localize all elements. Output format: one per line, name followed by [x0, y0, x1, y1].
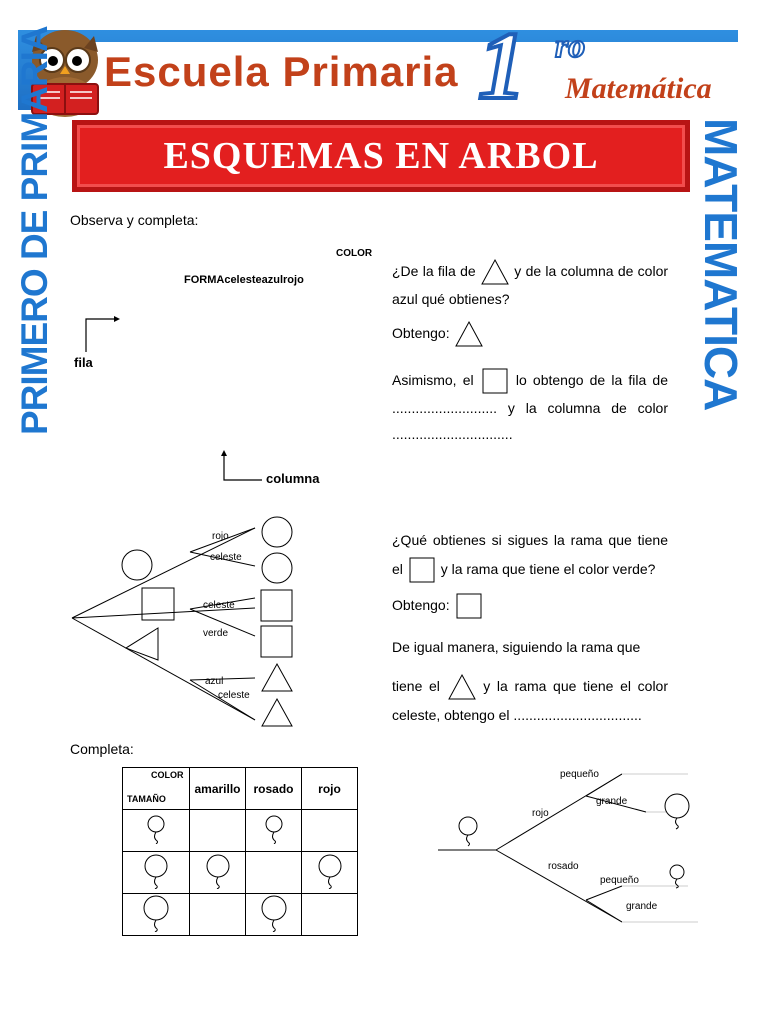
large-balloon-icon [315, 853, 345, 889]
question-2 [392, 367, 668, 447]
leaf-label-pequeno: pequeño [600, 875, 639, 886]
square-icon [454, 592, 484, 620]
circle-shape [262, 553, 292, 583]
obtengo-1 [392, 320, 484, 348]
branch-label-celeste: celeste [218, 690, 250, 701]
obtengo-1-label: Obtengo: [392, 325, 450, 341]
subject-name: Matemática [565, 72, 712, 105]
column-header-rosado: rosado [246, 768, 302, 810]
question-1 [392, 258, 668, 312]
small-balloon-icon [144, 814, 168, 844]
triangle-icon [480, 258, 510, 286]
side-label-right [695, 118, 756, 428]
table-row [123, 852, 358, 894]
table-row [123, 894, 358, 936]
table-cell [246, 894, 302, 936]
leaf-label-grande: grande [626, 901, 658, 912]
q2-text-a: Asimismo, el [392, 372, 474, 388]
title-box [72, 120, 690, 192]
obtengo-2-label: Obtengo: [392, 597, 450, 613]
balloon-shape [665, 794, 689, 818]
table-cell[interactable] [190, 810, 246, 852]
q3-text-b: y la rama que tiene el color verde? [440, 561, 656, 577]
column-header-amarillo: amarillo [190, 768, 246, 810]
square-icon [480, 367, 510, 395]
color-label: COLOR [336, 248, 373, 259]
branch-line [586, 886, 622, 900]
large-balloon-icon [203, 853, 233, 889]
question-3 [392, 526, 668, 584]
table-cell[interactable] [302, 810, 358, 852]
balloon-shape [670, 865, 684, 879]
table-header-row: FORMAcelesteazulrojo [184, 274, 304, 286]
q3-text-a: ¿Qué obtienes si sigues la rama que tiene el [392, 532, 668, 577]
table-cell [190, 852, 246, 894]
obtengo-2 [392, 592, 484, 620]
balloon-shape [459, 817, 477, 835]
triangle-shape [262, 664, 292, 691]
balloon-string [676, 879, 679, 888]
table-row [123, 768, 358, 810]
table-cell [302, 852, 358, 894]
side-label-left-text: PRIMERO DE PRIMARIA [14, 26, 55, 435]
table-cell [123, 810, 190, 852]
completion-table [122, 767, 358, 936]
q1-text-b: y de la columna de color azul qué obtienes? [392, 263, 669, 308]
branch-label-azul: azul [205, 676, 224, 687]
leaf-label-pequeno: pequeño [560, 769, 599, 780]
circle-shape [262, 517, 292, 547]
balloon-tree [436, 762, 700, 928]
square-shape [142, 588, 174, 620]
fila-arrow-icon [80, 312, 120, 356]
corner-color-label: COLOR [151, 770, 184, 780]
table-cell [246, 810, 302, 852]
square-icon [407, 556, 437, 584]
branch-label-celeste: celeste [203, 600, 235, 611]
columna-label: columna [266, 471, 320, 486]
triangle-icon [447, 673, 477, 701]
branch-label-rosado: rosado [548, 861, 579, 872]
table-cell[interactable] [302, 894, 358, 936]
table-cell[interactable] [246, 852, 302, 894]
leaf-label-grande: grande [596, 796, 628, 807]
branch-label-celeste: celeste [210, 552, 242, 563]
table-corner [123, 768, 190, 810]
table-cell [123, 894, 190, 936]
grade-suffix: ro [555, 28, 586, 65]
balloon-string [467, 835, 470, 846]
school-name: Escuela Primaria [104, 48, 459, 95]
question-4-line1: De igual manera, siguiendo la rama que [392, 639, 641, 655]
large-balloon-icon [259, 894, 289, 932]
large-balloon-icon [141, 894, 171, 932]
instruction-observa: Observa y completa: [70, 212, 199, 228]
triangle-icon [454, 320, 484, 348]
fila-label: fila [74, 355, 93, 370]
table-cell[interactable] [190, 894, 246, 936]
q4-text-a: tiene el [392, 678, 440, 694]
columna-arrow-icon [216, 450, 266, 484]
shape-color-tree [60, 510, 380, 740]
small-balloon-icon [262, 814, 286, 844]
question-4 [392, 672, 668, 729]
side-label-right-text: MATEMATICA [695, 118, 747, 411]
q4-text-b: y la rama que tiene el color celeste, obtengo el ................................. [392, 678, 669, 724]
balloon-string [676, 818, 679, 829]
branch-label-rojo: rojo [532, 808, 549, 819]
branch-line [586, 900, 622, 922]
branch-label-verde: verde [203, 628, 229, 639]
grade-number: 1 [478, 12, 526, 119]
large-balloon-icon [141, 853, 171, 889]
corner-size-label: TAMAÑO [127, 794, 166, 804]
branch-label-rojo: rojo [212, 531, 229, 542]
triangle-shape [126, 628, 158, 660]
side-label-left [6, 26, 62, 435]
column-header-rojo: rojo [302, 768, 358, 810]
table-row [123, 810, 358, 852]
q1-text-a: ¿De la fila de [392, 263, 476, 279]
page-title: ESQUEMAS EN ARBOL [163, 135, 599, 177]
triangle-shape [262, 699, 292, 726]
square-shape [261, 626, 292, 657]
square-shape [261, 590, 292, 621]
q2-text-b: lo obtengo de la fila de ........................... y la columna de color ............................... [392, 372, 668, 443]
instruction-completa: Completa: [70, 741, 134, 757]
table-cell [123, 852, 190, 894]
circle-shape [122, 550, 152, 580]
